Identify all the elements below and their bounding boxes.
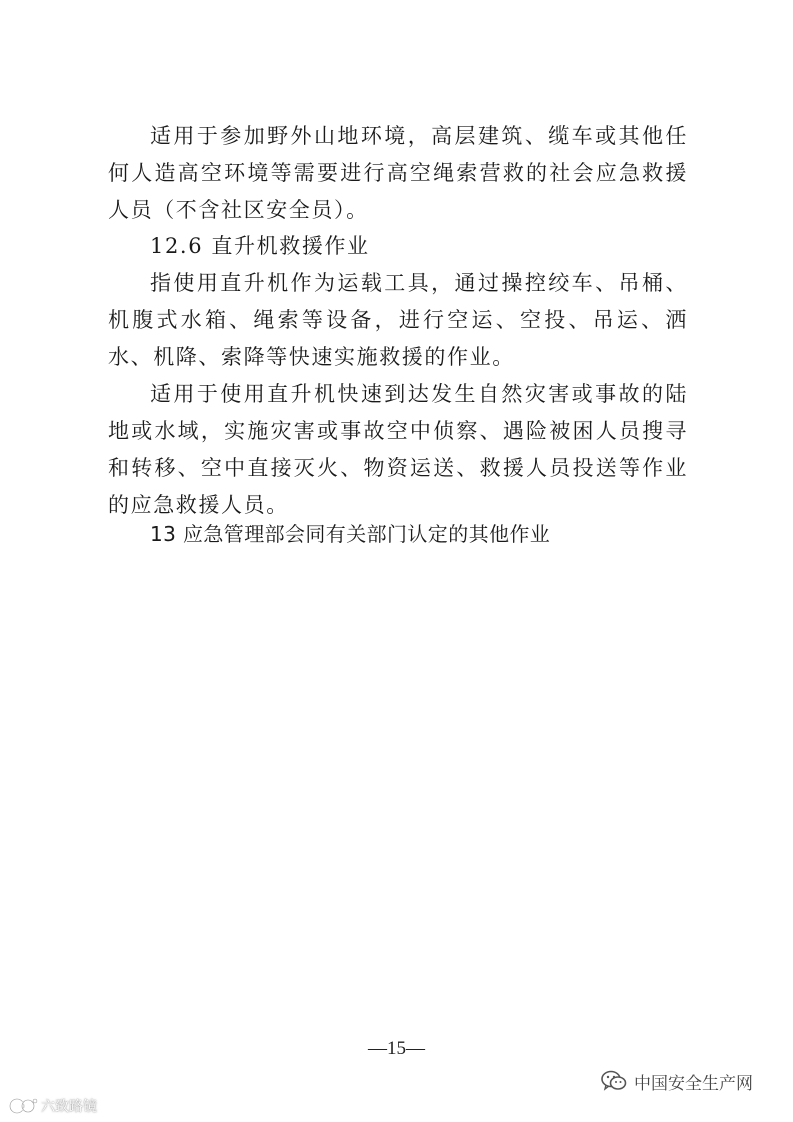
section-heading-12-6: 12.6 直升机救援作业 bbox=[150, 234, 370, 258]
wechat-watermark bbox=[600, 1066, 753, 1096]
section-heading-13: 13 应急管理部会同有关部门认定的其他作业 bbox=[150, 522, 551, 546]
paragraph-rope-rescue-applicability: 适用于参加野外山地环境，高层建筑、缆车或其他任何人造高空环境等需要进行高空绳索营救的社会应急救援人员（不含社区安全员）。 bbox=[108, 124, 688, 222]
page-number: —15— bbox=[368, 1038, 425, 1059]
wechat-icon bbox=[600, 1069, 628, 1093]
paragraph-helicopter-applicability: 适用于使用直升机快速到达发生自然灾害或事故的陆地或水域，实施灾害或事故空中侦察、遇险被困人员搜寻和转移、空中直接灭火、物资运送、救援人员投送等作业的应急救援人员。 bbox=[108, 382, 688, 517]
corner-logo-text: 六致路镜 bbox=[41, 1099, 97, 1115]
camera-lens-icon bbox=[8, 1095, 38, 1117]
paragraph-helicopter-definition: 指使用直升机作为运载工具，通过操控绞车、吊桶、机腹式水箱、绳索等设备，进行空运、空投、吊运、洒水、机降、索降等快速实施救援的作业。 bbox=[108, 271, 688, 369]
wechat-account-name: 中国安全生产网 bbox=[634, 1073, 753, 1094]
corner-watermark bbox=[8, 1094, 97, 1118]
